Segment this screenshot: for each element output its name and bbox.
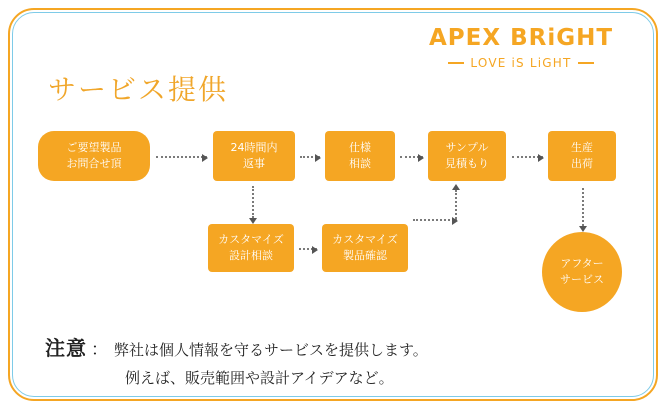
dash-left-icon	[448, 62, 464, 64]
flow-node-spec-line1: 仕様	[349, 141, 371, 155]
flow-node-request-line1: ご要望製品	[66, 141, 122, 155]
dash-right-icon	[578, 62, 594, 64]
flow-node-spec	[325, 131, 395, 181]
arrow-spec-to-quote	[400, 156, 423, 158]
flow-node-spec-line2: 相談	[349, 157, 371, 170]
flow-node-custom-check-line1: カスタマイズ	[332, 233, 398, 247]
note-first-line	[45, 332, 615, 361]
flow-node-quote-line1: サンプル	[445, 141, 489, 155]
page-title: サービス提供	[48, 73, 229, 106]
note-block	[45, 332, 615, 388]
flow-node-production-line2: 出荷	[571, 157, 593, 170]
brand-logo	[406, 26, 636, 70]
flow-node-after-service-line1: アフター	[560, 257, 604, 271]
flow-node-production	[548, 131, 616, 181]
flow-node-production-line1: 生産	[571, 141, 593, 155]
arrow-reply-to-spec	[300, 156, 320, 158]
flow-node-custom-check-line2: 製品確認	[343, 249, 387, 262]
flow-node-custom-design	[208, 224, 294, 272]
flow-node-custom-design-line1: カスタマイズ	[218, 233, 284, 247]
flow-node-after-service	[542, 232, 622, 312]
flow-node-reply24h	[213, 131, 295, 181]
brand-name: APEX BRiGHT	[428, 25, 614, 51]
flow-node-after-service-line2: サービス	[560, 273, 604, 286]
brand-tagline: LOVE iS LiGHT	[470, 56, 572, 71]
note-label: 注意	[45, 336, 87, 360]
flow-node-custom-check	[322, 224, 408, 272]
flow-node-request	[38, 131, 150, 181]
arrow-quote-to-production	[512, 156, 543, 158]
arrow-production-to-afterservice	[582, 188, 584, 226]
arrow-request-to-reply	[156, 156, 207, 158]
flow-node-reply24h-line1: 24時間内	[230, 141, 278, 155]
brand-tagline-row	[406, 56, 636, 70]
arrow-customcheck-to-quote	[455, 190, 457, 219]
note-text-line1: 弊社は個人情報を守るサービスを提供します。	[114, 341, 428, 359]
flow-node-reply24h-line2: 返事	[243, 157, 265, 170]
note-text-line2: 例えば、販売範囲や設計アイデアなど。	[125, 369, 394, 387]
flow-node-quote-line2: 見積もり	[445, 157, 489, 170]
arrow-reply-to-customdesign	[252, 186, 254, 218]
flow-node-custom-design-line2: 設計相談	[229, 249, 273, 262]
arrow-customdesign-to-customcheck	[299, 248, 317, 250]
note-colon: ：	[91, 340, 108, 360]
arrow-customcheck-link	[413, 219, 457, 221]
flow-node-request-line2: お問合せ頂	[66, 157, 122, 170]
flow-node-quote	[428, 131, 506, 181]
